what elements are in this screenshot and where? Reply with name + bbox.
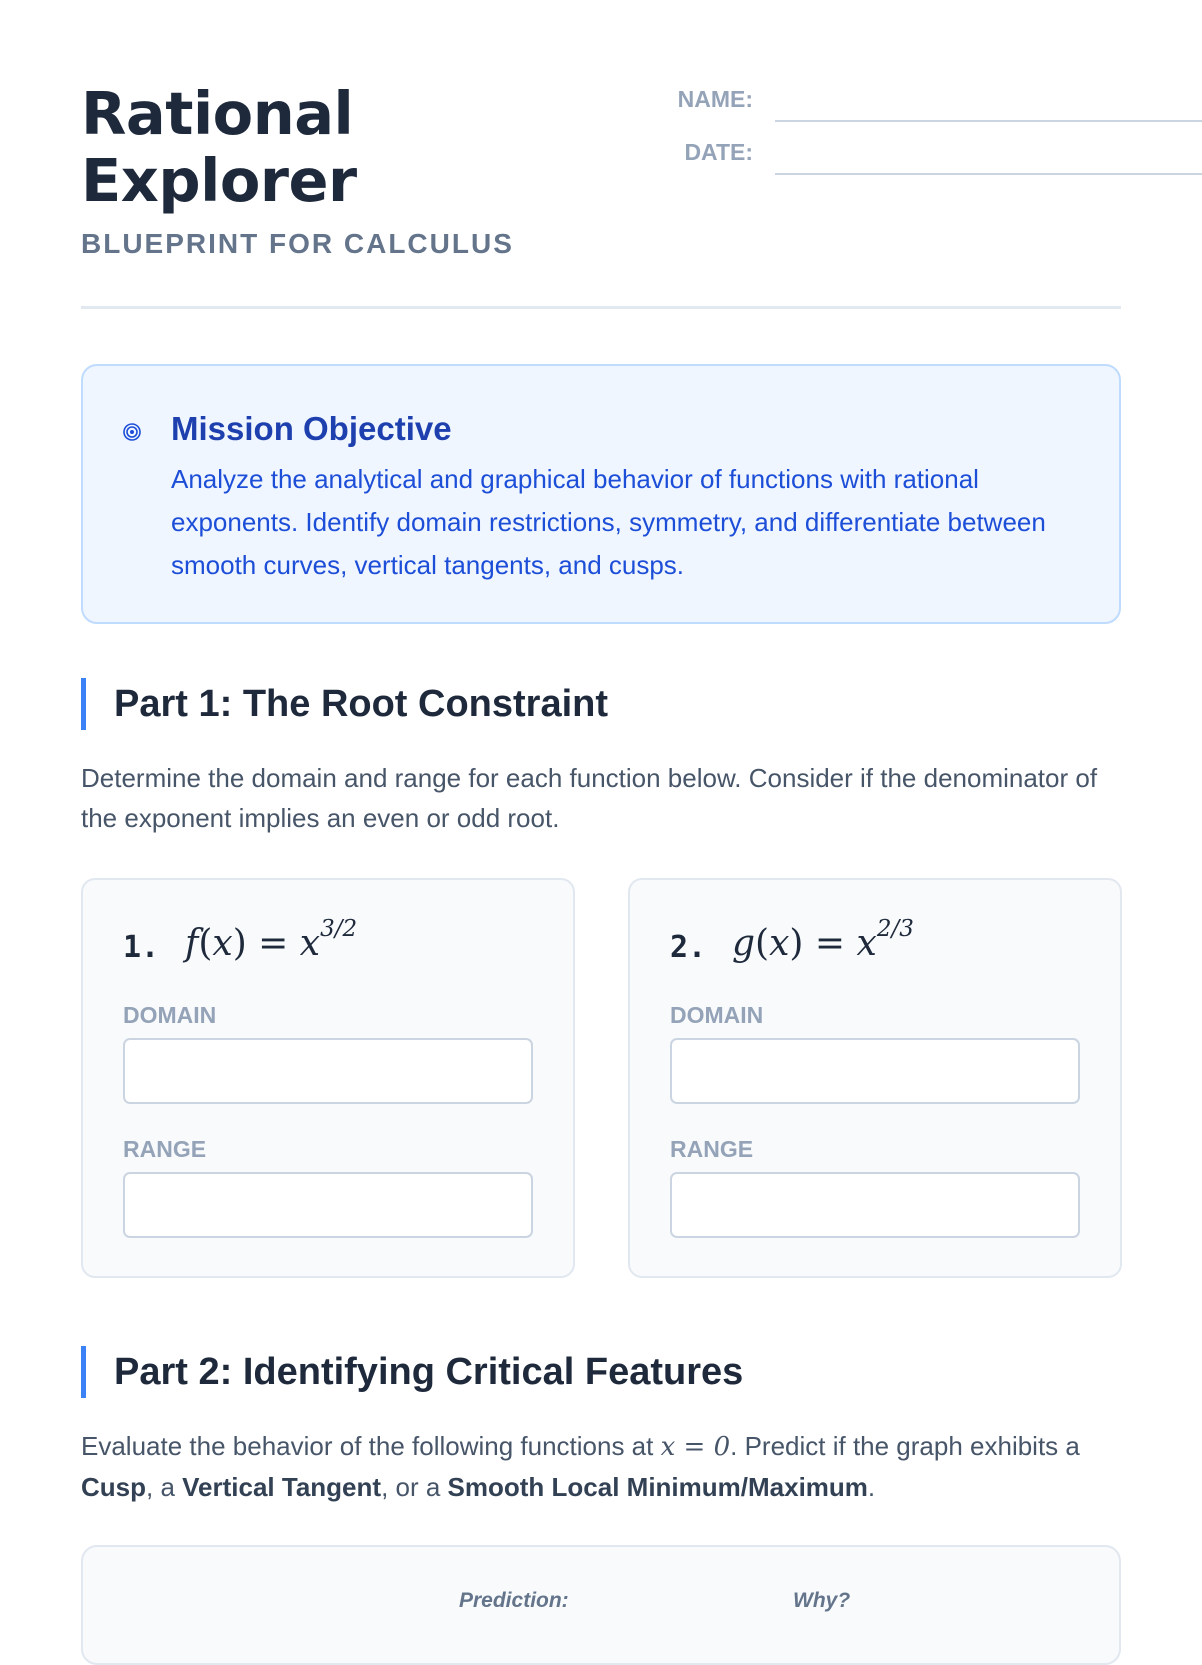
term-smooth-extremum: Smooth Local Minimum/Maximum	[447, 1472, 868, 1502]
function-variable: x	[212, 923, 233, 964]
part2-accent-bar	[81, 1346, 86, 1398]
name-label: NAME:	[677, 86, 753, 112]
part2-title: Part 2: Identifying Critical Features	[114, 1351, 744, 1393]
domain-label: DOMAIN	[123, 1002, 217, 1028]
header-divider	[81, 306, 1121, 309]
base-variable: x	[299, 923, 321, 964]
date-input-line[interactable]	[775, 173, 1202, 175]
domain-label: DOMAIN	[670, 1002, 764, 1028]
part2-text-mid1: . Predict if the graph exhibits a	[730, 1431, 1080, 1461]
prediction-header: Prediction:	[459, 1589, 569, 1612]
range-label: RANGE	[670, 1136, 754, 1162]
part1-accent-bar	[81, 678, 86, 730]
term-vertical-tangent: Vertical Tangent	[182, 1472, 382, 1502]
function-name: f	[185, 923, 199, 964]
part2-text-prefix: Evaluate the behavior of the following functions at	[81, 1431, 661, 1461]
objective-text: Analyze the analytical and graphical behavior of functions with rational exponents. Identify domain restrictions, symmetry, and differentiate between smooth curves, vertical tangents, and cusps.	[171, 464, 1046, 580]
part2-instructions	[81, 1426, 1121, 1507]
name-input-line[interactable]	[775, 120, 1202, 122]
name-field-row	[601, 86, 1201, 139]
base-variable: x	[856, 923, 877, 964]
part2-text-mid3: , or a	[381, 1472, 448, 1502]
part2-math: x = 0	[660, 1432, 731, 1462]
function-variable: x	[769, 923, 790, 964]
problem-number: 1.	[123, 930, 160, 965]
exponent: 2/3	[876, 916, 914, 942]
range-input[interactable]	[670, 1172, 1080, 1238]
range-input[interactable]	[123, 1172, 533, 1238]
date-label: DATE:	[684, 139, 753, 165]
target-icon	[123, 423, 141, 441]
problem-card-2	[628, 878, 1122, 1278]
problem-number: 2.	[670, 930, 707, 965]
problem-formula: $g(x) = x^{2/3}$	[732, 916, 914, 964]
domain-input[interactable]	[670, 1038, 1080, 1104]
part2-text-mid2: , a	[146, 1472, 183, 1502]
title-line-2: Explorer	[81, 146, 357, 215]
part2-text-end: .	[867, 1472, 876, 1502]
title-line-1: Rational	[81, 79, 354, 148]
mission-objective-box	[81, 364, 1121, 624]
term-cusp: Cusp	[81, 1472, 146, 1502]
domain-input[interactable]	[123, 1038, 533, 1104]
worksheet-header	[81, 80, 1121, 310]
objective-title: Mission Objective	[171, 410, 452, 447]
problem-card-1	[81, 878, 575, 1278]
function-name: g	[732, 923, 756, 964]
part1-instructions: Determine the domain and range for each function below. Consider if the denominator of the exponent implies an even or odd root.	[81, 763, 1098, 833]
prediction-table-card	[81, 1545, 1121, 1665]
exponent: 3/2	[320, 916, 358, 942]
date-field-row	[601, 139, 1201, 192]
range-label: RANGE	[123, 1136, 207, 1162]
student-fields	[601, 86, 1201, 192]
page-subtitle: BLUEPRINT FOR CALCULUS	[81, 228, 514, 259]
problem-formula: $f(x) = x^{3/2}$	[185, 916, 358, 964]
part2-heading	[81, 1346, 1121, 1398]
why-header: Why?	[793, 1589, 851, 1612]
part1-title: Part 1: The Root Constraint	[114, 683, 609, 725]
part1-heading	[81, 678, 1121, 730]
